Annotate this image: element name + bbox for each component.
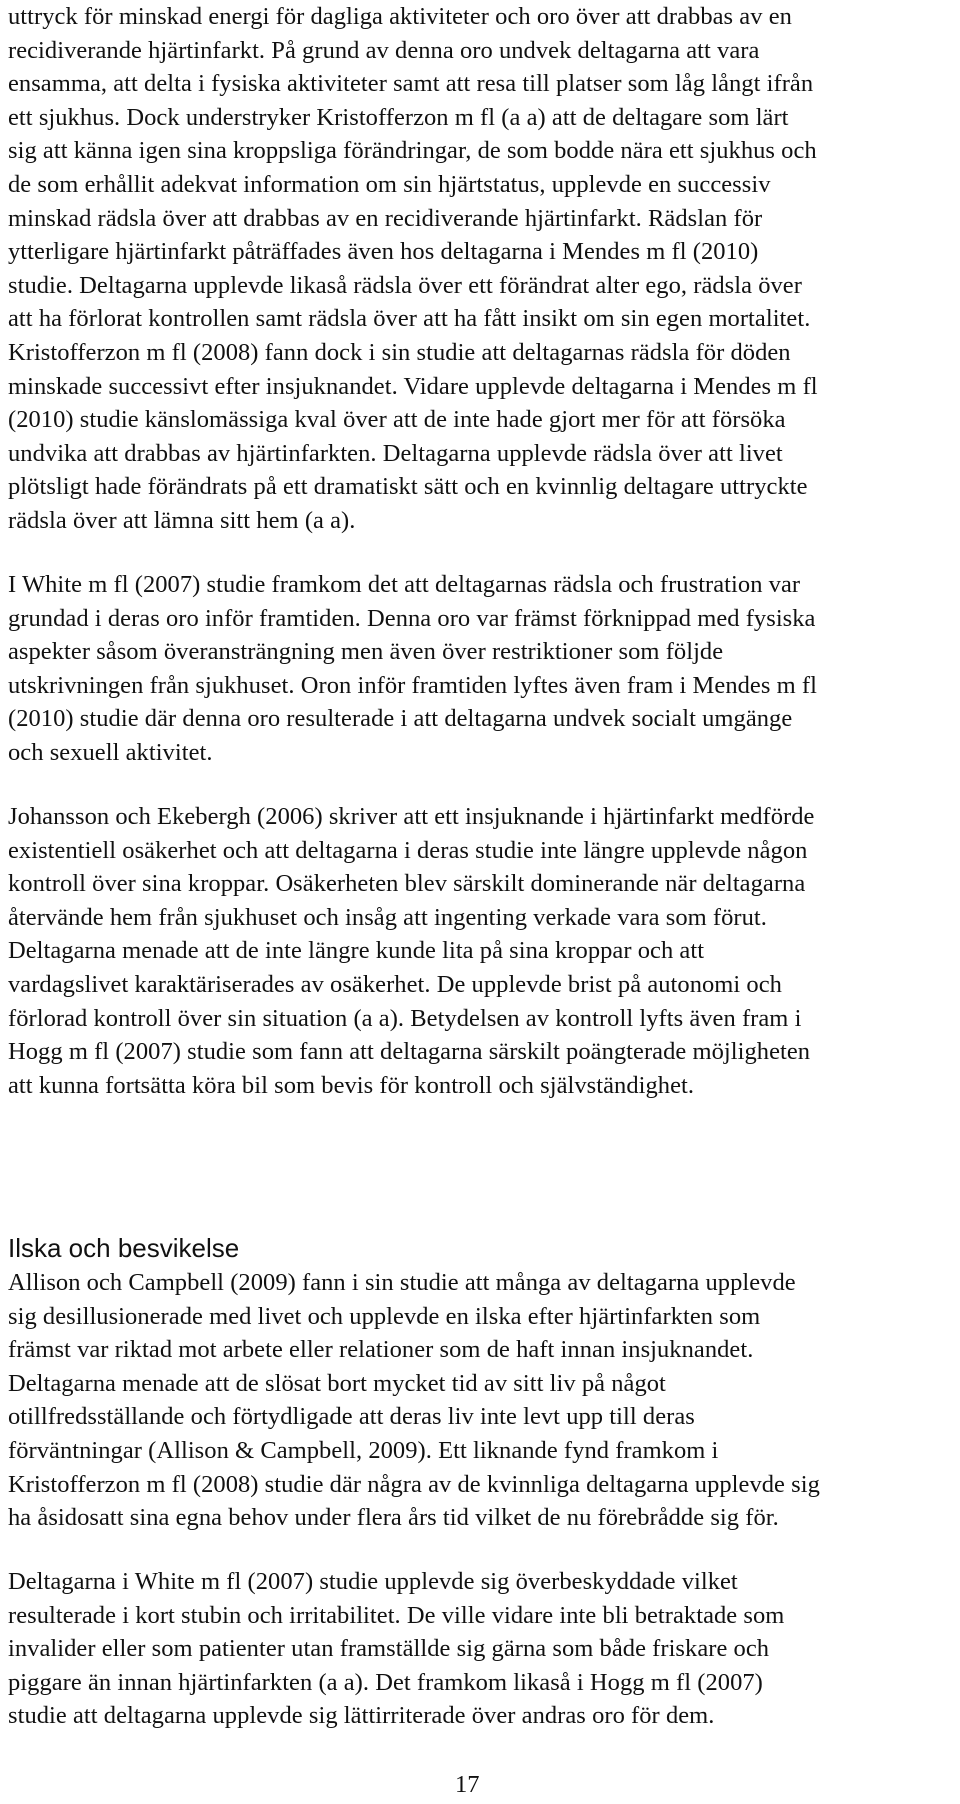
text-line: Johansson och Ekebergh (2006) skriver att ett insjuknande i hjärtinfarkt medförde: [8, 803, 815, 830]
text-line: minskade successivt efter insjuknandet. Vidare upplevde deltagarna i Mendes m fl: [8, 372, 818, 400]
text-line: de som erhållit adekvat information om sin hjärtstatus, upplevde en successiv: [8, 170, 771, 198]
text-line: sig desillusionerade med livet och upplevde en ilska efter hjärtinfarkten som: [8, 1302, 761, 1330]
text-line: ett sjukhus. Dock understryker Kristofferzon m fl (a a) att de deltagare som lärt: [8, 103, 789, 131]
text-line: och sexuell aktivitet.: [8, 738, 213, 766]
text-line: uttryck för minskad energi för dagliga aktiviteter och oro över att drabbas av en: [8, 3, 792, 30]
text-line: förlorad kontroll över sin situation (a a). Betydelsen av kontroll lyfts även fram i: [8, 1004, 802, 1032]
text-line: sig att känna igen sina kroppsliga förändringar, de som bodde nära ett sjukhus och: [8, 137, 817, 165]
text-line: minskad rädsla över att drabbas av en recidiverande hjärtinfarkt. Rädslan för: [8, 204, 763, 232]
text-line: Kristofferzon m fl (2008) fann dock i sin studie att deltagarnas rädsla för döden: [8, 338, 791, 366]
text-line: vardagslivet karaktäriserades av osäkerhet. De upplevde brist på autonomi och: [8, 970, 782, 998]
text-line: att kunna fortsätta köra bil som bevis för kontroll och självständighet.: [8, 1071, 695, 1099]
text-line: utskrivningen från sjukhuset. Oron inför framtiden lyftes även fram i Mendes m fl: [8, 671, 817, 699]
text-line: Hogg m fl (2007) studie som fann att deltagarna särskilt poängterade möjligheten: [8, 1038, 811, 1066]
text-line: studie att deltagarna upplevde sig lättirriterade över andras oro för dem.: [8, 1702, 715, 1730]
text-line: rädsla över att lämna sitt hem (a a).: [8, 506, 356, 534]
text-line: återvände hem från sjukhuset och insåg att ingenting verkade vara som förut.: [8, 903, 767, 931]
text-line: Deltagarna menade att de inte längre kunde lita på sina kroppar och att: [8, 937, 705, 965]
text-line: invalider eller som patienter utan framställde sig gärna som både friskare och: [8, 1635, 770, 1663]
text-line: grundad i deras oro inför framtiden. Denna oro var främst förknippad med fysiska: [8, 604, 816, 632]
text-line: ytterligare hjärtinfarkt påträffades även hos deltagarna i Mendes m fl (2010): [8, 238, 759, 266]
paragraph-johansson: [8, 800, 953, 1102]
paragraph-white-overprotected: [8, 1565, 953, 1733]
text-line: Deltagarna menade att de slösat bort mycket tid av sitt liv på något: [8, 1369, 666, 1397]
text-line: (2010) studie där denna oro resulterade i att deltagarna undvek socialt umgänge: [8, 705, 793, 733]
text-line: ha åsidosatt sina egna behov under flera års tid vilket de nu förebrådde sig för.: [8, 1504, 779, 1532]
text-line: kontroll över sina kroppar. Osäkerheten blev särskilt dominerande när deltagarna: [8, 870, 806, 898]
text-line: Allison och Campbell (2009) fann i sin studie att många av deltagarna upplevde: [8, 1269, 796, 1296]
text-line: Kristofferzon m fl (2008) studie där några av de kvinnliga deltagarna upplevde sig: [8, 1470, 820, 1498]
text-line: otillfredsställande och förtydligade att deras liv inte levt upp till deras: [8, 1403, 695, 1431]
text-line: (2010) studie känslomässiga kval över att de inte hade gjort mer för att försöka: [8, 406, 786, 434]
text-line: undvika att drabbas av hjärtinfarkten. Deltagarna upplevde rädsla över att livet: [8, 439, 783, 467]
text-line: Deltagarna i White m fl (2007) studie upplevde sig överbeskyddade vilket: [8, 1568, 738, 1595]
text-line: piggare än innan hjärtinfarkten (a a). Det framkom likaså i Hogg m fl (2007): [8, 1668, 763, 1696]
paragraph-white-study: [8, 568, 953, 770]
text-line: främst var riktad mot arbete eller relationer som de haft innan insjuknandet.: [8, 1336, 754, 1364]
text-line: recidiverande hjärtinfarkt. På grund av denna oro undvek deltagarna att vara: [8, 36, 760, 64]
paragraph-fear: [8, 0, 953, 538]
paragraph-allison: [8, 1266, 953, 1535]
text-line: plötsligt hade förändrats på ett dramatiskt sätt och en kvinnlig deltagare uttryckte: [8, 473, 808, 501]
text-line: existentiell osäkerhet och att deltagarna i deras studie inte längre upplevde någon: [8, 836, 808, 864]
text-line: att ha förlorat kontrollen samt rädsla över att ha fått insikt om sin egen mortalitet.: [8, 305, 811, 333]
text-line: studie. Deltagarna upplevde likaså rädsla över ett förändrat alter ego, rädsla över: [8, 271, 802, 299]
text-line: förväntningar (Allison & Campbell, 2009). Ett liknande fynd framkom i: [8, 1436, 719, 1464]
page-number: 17: [455, 1771, 480, 1798]
text-line: ensamma, att delta i fysiska aktiviteter samt att resa till platser som låg långt ifrån: [8, 70, 814, 98]
text-line: resulterade i kort stubin och irritabilitet. De ville vidare inte bli betraktade som: [8, 1601, 785, 1629]
section-heading: Ilska och besvikelse: [8, 1233, 240, 1263]
text-line: I White m fl (2007) studie framkom det att deltagarnas rädsla och frustration var: [8, 571, 801, 598]
text-line: aspekter såsom överansträngning men även över restriktioner som följde: [8, 638, 724, 666]
